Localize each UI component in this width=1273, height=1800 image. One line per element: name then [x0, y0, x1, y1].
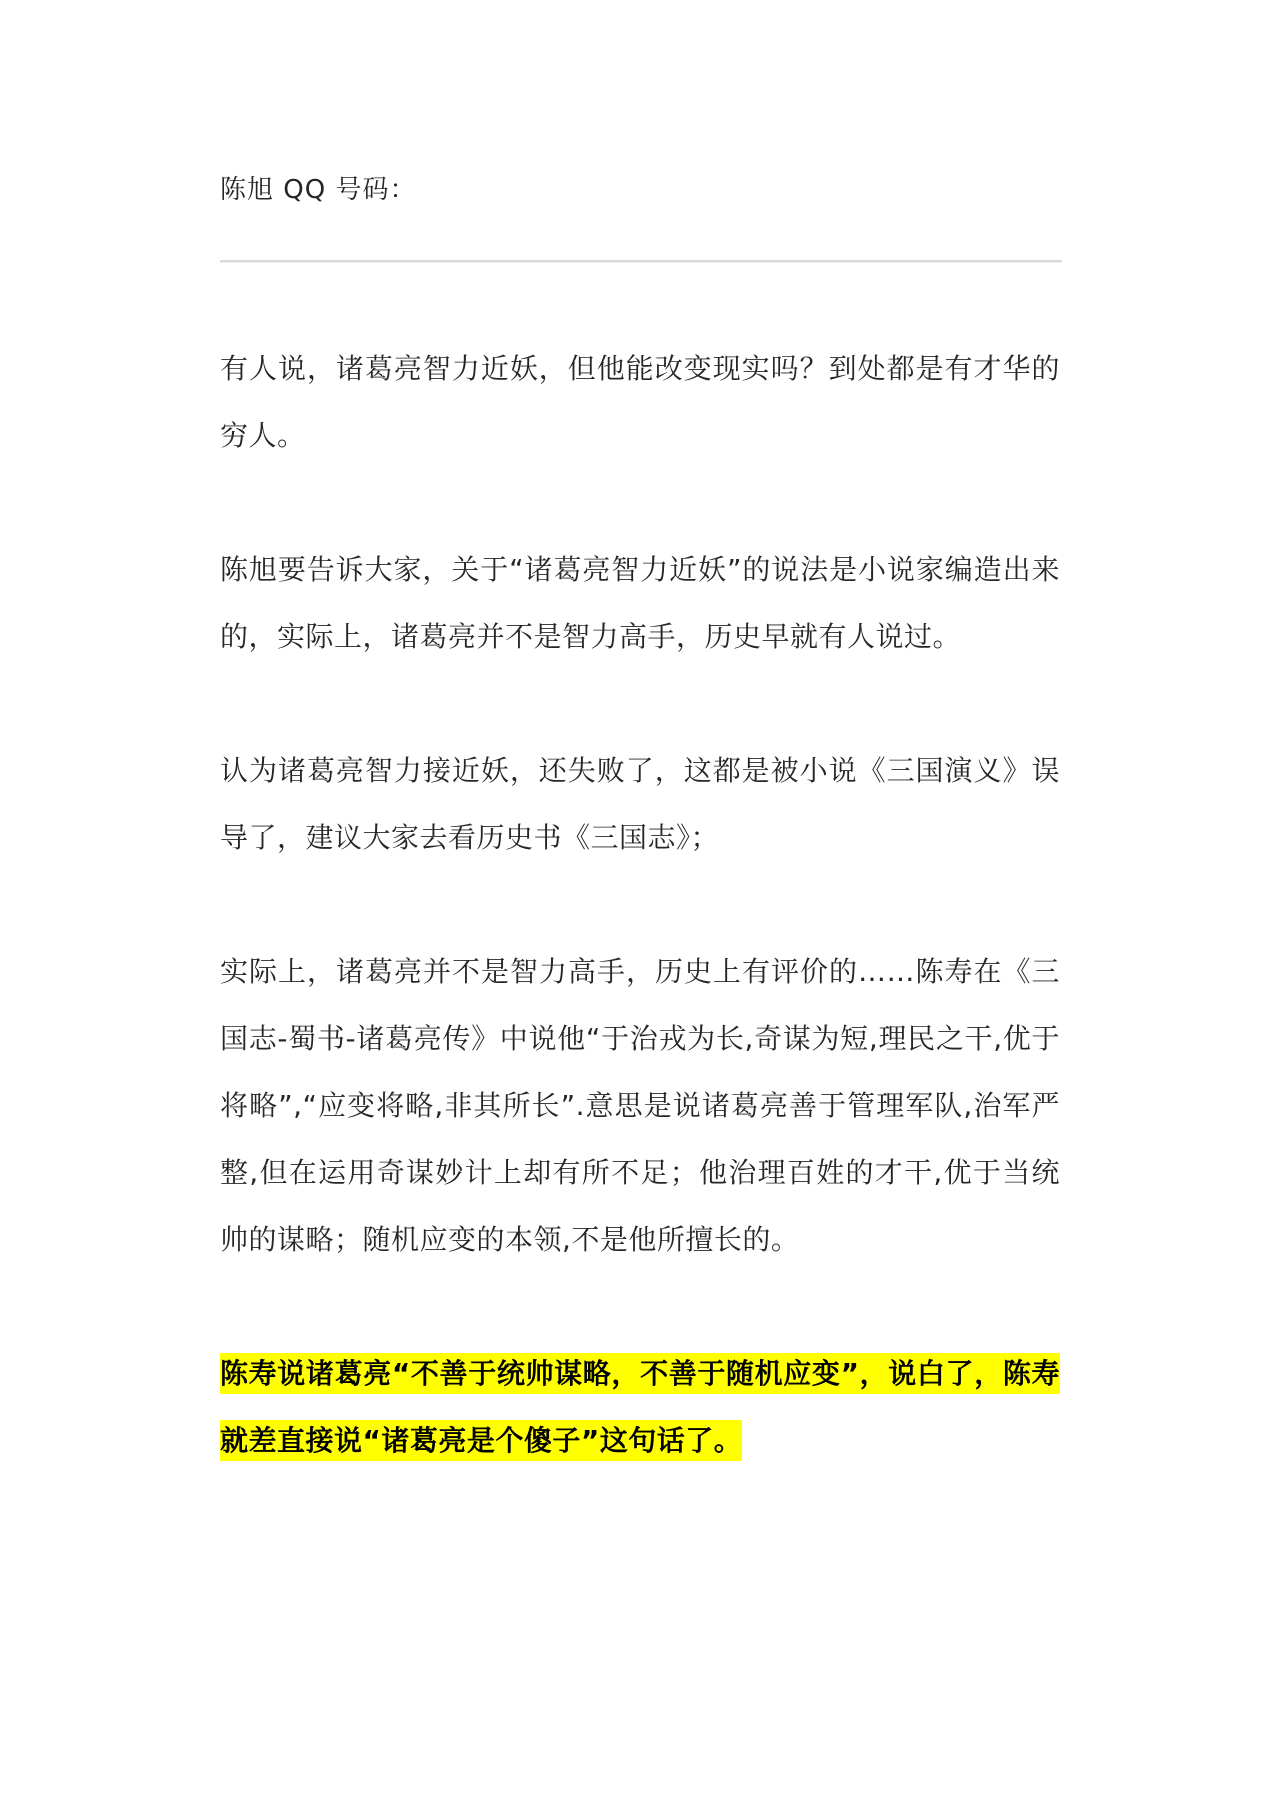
paragraph-4: 实际上，诸葛亮并不是智力高手，历史上有评价的……陈寿在《三国志-蜀书-诸葛亮传》中说他“于治戎为长,奇谋为短,理民之干,优于将略”,“应变将略,非其所长”.意思是说诸葛亮善于管理军队,治军严整,但在运用奇谋妙计上却有所不足；他治理百姓的才干,优于当统帅的谋略；随机应变的本领,不是他所擅长的。 [220, 955, 1060, 1256]
highlighted-paragraph [220, 1340, 1060, 1474]
paragraph-3: 认为诸葛亮智力接近妖，还失败了，这都是被小说《三国演义》误导了，建议大家去看历史书《三国志》； [220, 754, 1060, 854]
article-body [220, 160, 1060, 1474]
qq-number-label: 陈旭 QQ 号码： [220, 175, 417, 205]
highlighted-text: 陈寿说诸葛亮“不善于统帅谋略，不善于随机应变”，说白了，陈寿就差直接说“诸葛亮是个傻子”这句话了。 [220, 1353, 1060, 1461]
paragraph-2: 陈旭要告诉大家，关于“诸葛亮智力近妖”的说法是小说家编造出来的，实际上，诸葛亮并不是智力高手，历史早就有人说过。 [220, 553, 1060, 653]
horizontal-divider [220, 260, 1062, 263]
paragraph-1: 有人说，诸葛亮智力近妖，但他能改变现实吗？到处都是有才华的穷人。 [220, 352, 1060, 452]
